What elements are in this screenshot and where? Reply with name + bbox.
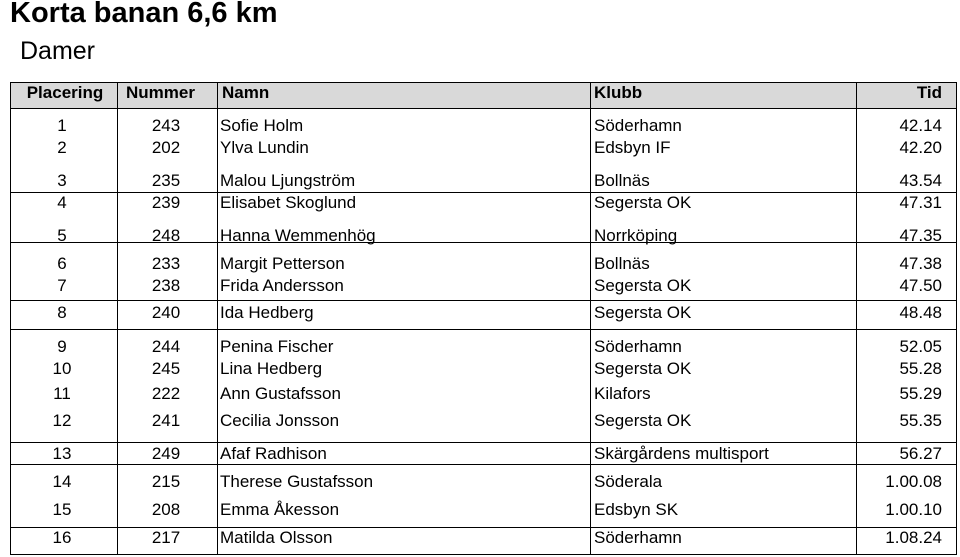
cell-namn: Hanna Wemmenhög (220, 226, 376, 245)
cell-klubb: Edsbyn IF (594, 138, 671, 157)
cell-nummer: 208 (151, 500, 181, 519)
cell-nummer: 241 (151, 411, 181, 430)
cell-placering: 9 (57, 337, 67, 356)
cell-nummer: 235 (151, 171, 181, 190)
cell-nummer: 222 (151, 384, 181, 403)
cell-nummer: 243 (151, 116, 181, 135)
cell-placering: 6 (57, 254, 67, 273)
cell-placering: 3 (57, 171, 67, 190)
row-divider (10, 192, 957, 193)
cell-placering: 16 (52, 528, 72, 547)
results-table (10, 82, 957, 555)
cell-nummer: 249 (151, 444, 181, 463)
page-title: Korta banan 6,6 km (10, 0, 278, 29)
cell-klubb: Söderhamn (594, 337, 682, 356)
cell-tid: 42.20 (899, 138, 942, 157)
cell-namn: Ann Gustafsson (220, 384, 341, 403)
row-divider (10, 108, 957, 109)
cell-namn: Elisabet Skoglund (220, 193, 357, 212)
cell-tid: 48.48 (899, 303, 942, 322)
cell-placering: 1 (57, 116, 67, 135)
cell-namn: Ylva Lundin (220, 138, 309, 157)
cell-tid: 43.54 (899, 171, 942, 190)
cell-tid: 55.28 (899, 359, 942, 378)
cell-namn: Penina Fischer (220, 337, 334, 356)
cell-nummer: 238 (151, 276, 181, 295)
row-divider (10, 300, 957, 301)
cell-tid: 47.38 (899, 254, 942, 273)
cell-placering: 8 (57, 303, 67, 322)
cell-placering: 2 (57, 138, 67, 157)
cell-klubb: Skärgårdens multisport (594, 444, 769, 463)
cell-klubb: Edsbyn SK (594, 500, 679, 519)
cell-placering: 14 (52, 472, 72, 491)
cell-klubb: Bollnäs (594, 171, 650, 190)
header-placering: Placering (26, 83, 104, 102)
column-divider (590, 82, 591, 555)
column-divider (217, 82, 218, 555)
cell-placering: 7 (57, 276, 67, 295)
cell-namn: Malou Ljungström (220, 171, 356, 190)
cell-klubb: Segersta OK (594, 359, 692, 378)
row-divider (10, 329, 957, 330)
cell-namn: Lina Hedberg (220, 359, 323, 378)
column-divider (856, 82, 857, 555)
cell-klubb: Söderhamn (594, 116, 682, 135)
cell-nummer: 215 (151, 472, 181, 491)
cell-tid: 47.31 (899, 193, 942, 212)
cell-namn: Matilda Olsson (220, 528, 333, 547)
cell-namn: Afaf Radhison (220, 444, 327, 463)
row-divider (10, 464, 957, 465)
cell-tid: 47.35 (899, 226, 942, 245)
cell-placering: 5 (57, 226, 67, 245)
cell-tid: 1.08.24 (885, 528, 942, 547)
cell-nummer: 239 (151, 193, 181, 212)
cell-placering: 11 (53, 384, 71, 403)
cell-klubb: Segersta OK (594, 303, 692, 322)
table-header (10, 82, 957, 108)
cell-placering: 15 (52, 500, 72, 519)
cell-nummer: 244 (151, 337, 181, 356)
column-divider (117, 82, 118, 555)
header-tid: Tid (916, 83, 942, 102)
cell-tid: 52.05 (899, 337, 942, 356)
cell-nummer: 245 (151, 359, 181, 378)
cell-namn: Sofie Holm (220, 116, 304, 135)
cell-klubb: Segersta OK (594, 276, 692, 295)
cell-klubb: Kilafors (594, 384, 651, 403)
cell-nummer: 248 (151, 226, 181, 245)
row-divider (10, 442, 957, 443)
cell-placering: 10 (52, 359, 72, 378)
row-divider (10, 527, 957, 528)
row-divider (10, 554, 957, 555)
cell-nummer: 240 (151, 303, 181, 322)
cell-tid: 56.27 (899, 444, 942, 463)
cell-tid: 1.00.08 (885, 472, 942, 491)
cell-tid: 55.35 (899, 411, 942, 430)
cell-klubb: Norrköping (594, 226, 678, 245)
header-namn: Namn (222, 83, 270, 102)
cell-tid: 1.00.10 (885, 500, 942, 519)
cell-placering: 13 (52, 444, 72, 463)
cell-tid: 55.29 (899, 384, 942, 403)
cell-klubb: Söderala (594, 472, 663, 491)
cell-placering: 12 (52, 411, 72, 430)
cell-nummer: 202 (151, 138, 181, 157)
cell-namn: Therese Gustafsson (220, 472, 374, 491)
cell-namn: Frida Andersson (220, 276, 344, 295)
cell-klubb: Söderhamn (594, 528, 682, 547)
cell-klubb: Segersta OK (594, 193, 692, 212)
cell-klubb: Bollnäs (594, 254, 650, 273)
cell-namn: Ida Hedberg (220, 303, 314, 322)
header-nummer: Nummer (126, 83, 195, 102)
cell-tid: 47.50 (899, 276, 942, 295)
cell-nummer: 233 (151, 254, 181, 273)
cell-namn: Cecilia Jonsson (220, 411, 340, 430)
row-divider (10, 82, 957, 83)
column-divider (956, 82, 957, 555)
cell-namn: Emma Åkesson (220, 500, 340, 519)
row-divider (10, 242, 957, 243)
cell-nummer: 217 (151, 528, 181, 547)
page-subtitle: Damer (20, 37, 96, 65)
column-divider (10, 82, 11, 555)
cell-tid: 42.14 (899, 116, 942, 135)
cell-placering: 4 (57, 193, 67, 212)
header-klubb: Klubb (594, 83, 643, 102)
cell-klubb: Segersta OK (594, 411, 692, 430)
cell-namn: Margit Petterson (220, 254, 345, 273)
